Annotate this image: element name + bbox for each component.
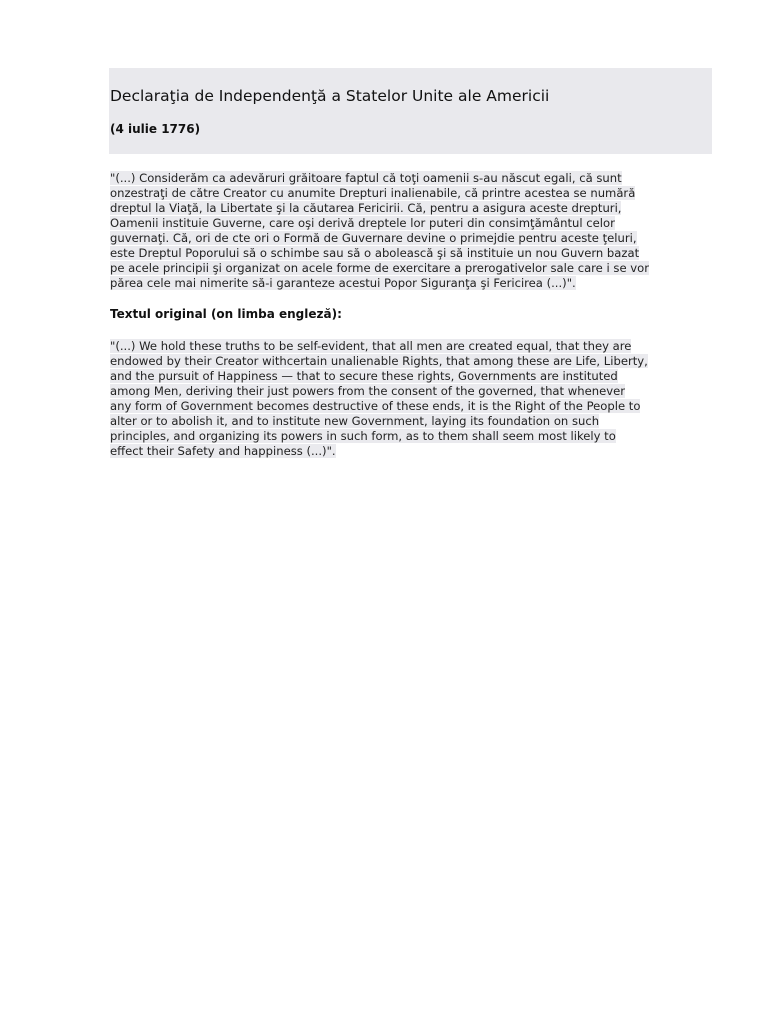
- text-line: principles, and organizing its powers in such form, as to them shall seem most likely to: [110, 429, 616, 443]
- english-original: [110, 339, 714, 459]
- original-text-heading: Textul original (on limba engleză):: [110, 307, 342, 321]
- text-line: any form of Government becomes destructive of these ends, it is the Right of the People to: [110, 399, 641, 413]
- text-line: guvernaţi. Că, ori de cte ori o Formă de Guvernare devine o primejdie pentru aceste ţeluri,: [110, 231, 637, 245]
- title-banner: [109, 68, 712, 154]
- document-title: Declaraţia de Independenţă a Statelor Unite ale Americii: [110, 87, 550, 105]
- text-line: and the pursuit of Happiness — that to secure these rights, Governments are instituted: [110, 369, 618, 383]
- text-line: onzestraţi de către Creator cu anumite Drepturi inalienabile, că printre acestea se numără: [110, 186, 636, 200]
- text-line: dreptul la Viaţă, la Libertate şi la căutarea Fericirii. Că, pentru a asigura aceste drepturi,: [110, 201, 622, 215]
- text-line: pe acele principii şi organizat on acele forme de exercitare a prerogativelor sale care i se vor: [110, 261, 649, 275]
- text-line: endowed by their Creator withcertain unalienable Rights, that among these are Life, Liberty,: [110, 354, 648, 368]
- text-line: părea cele mai nimerite să-i garanteze acestui Popor Siguranţa şi Fericirea (...)".: [110, 276, 576, 290]
- text-line: effect their Safety and happiness (...)".: [110, 444, 336, 458]
- text-line: Oamenii instituie Guverne, care oşi derivă dreptele lor puteri din consimţământul celor: [110, 216, 615, 230]
- text-line: alter or to abolish it, and to institute new Government, laying its foundation on such: [110, 414, 600, 428]
- text-line: "(...) We hold these truths to be self-evident, that all men are created equal, that they are: [110, 339, 632, 353]
- romanian-translation: [110, 171, 714, 291]
- text-line: among Men, deriving their just powers from the consent of the governed, that whenever: [110, 384, 625, 398]
- document-date: (4 iulie 1776): [110, 122, 201, 136]
- text-line: "(...) Considerăm ca adevăruri grăitoare faptul că toţi oamenii s-au născut egali, că sunt: [110, 171, 622, 185]
- text-line: este Dreptul Poporului să o schimbe sau să o abolească şi să instituie un nou Guvern bazat: [110, 246, 640, 260]
